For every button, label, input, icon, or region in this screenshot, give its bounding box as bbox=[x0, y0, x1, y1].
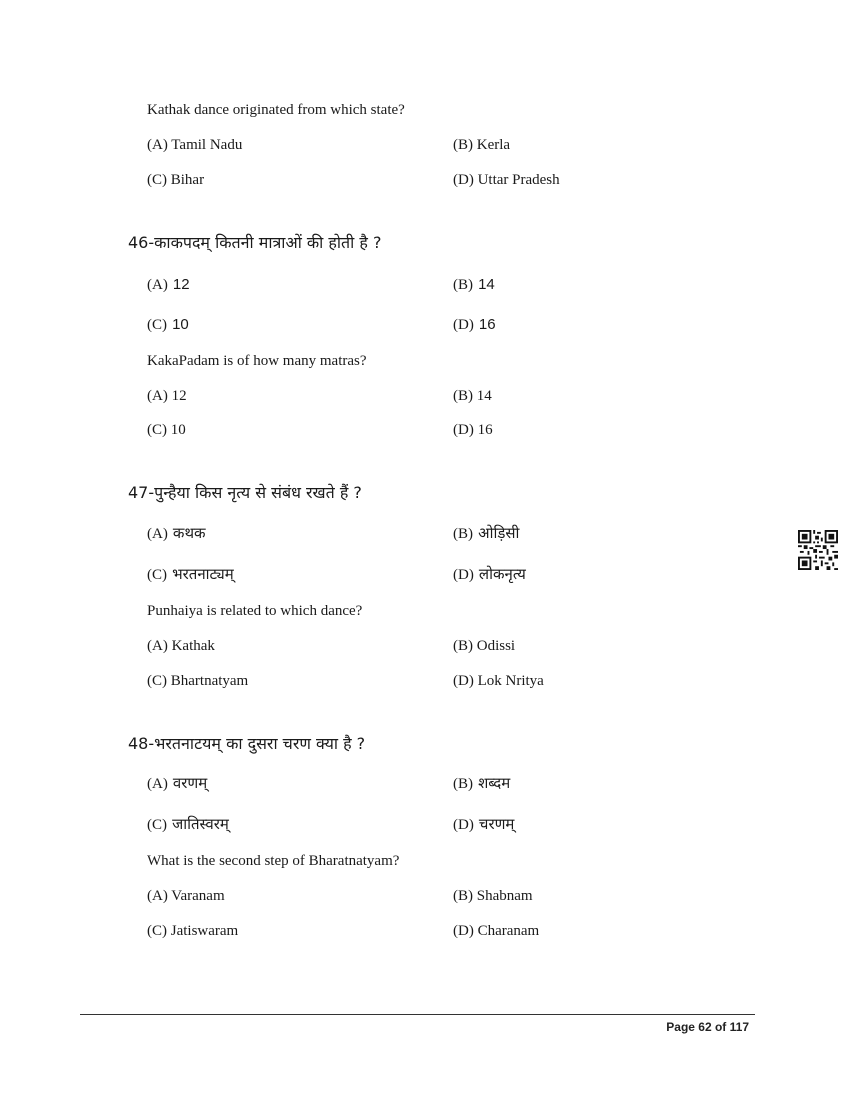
page-number: Page 62 of 117 bbox=[666, 1020, 749, 1034]
q47-option-d: (D) Lok Nritya bbox=[453, 673, 544, 689]
option-label: (D) bbox=[453, 567, 474, 583]
option-label: (A) bbox=[147, 277, 168, 293]
option-text: कथक bbox=[172, 524, 206, 542]
option-label: (D) bbox=[453, 317, 474, 333]
q48-option-c: (C) Jatiswaram bbox=[147, 923, 239, 939]
option-label: (A) bbox=[147, 776, 168, 792]
q47-option-b: (B) Odissi bbox=[453, 638, 516, 654]
q48-hindi-option-a bbox=[147, 773, 207, 793]
q47-hindi-option-a bbox=[147, 523, 206, 543]
q46-hindi-option-b bbox=[453, 274, 495, 294]
option-label: (C) bbox=[147, 317, 167, 333]
q47-option-c: (C) Bhartnatyam bbox=[147, 673, 249, 689]
option-text: चरणम् bbox=[478, 815, 515, 833]
q48-hindi-option-d bbox=[453, 814, 514, 834]
q48-hindi-question: 48-भरतनाटयम् का दुसरा चरण क्या है ? bbox=[128, 734, 366, 753]
q45-option-d: (D) Uttar Pradesh bbox=[453, 172, 560, 188]
q48-hindi-option-c bbox=[147, 814, 229, 834]
q48-option-b: (B) Shabnam bbox=[453, 888, 533, 904]
q47-hindi-option-b bbox=[453, 523, 519, 543]
option-label: (D) bbox=[453, 817, 474, 833]
q46-hindi-question: 46-काकपदम् कितनी मात्राओं की होती है ? bbox=[128, 233, 382, 252]
option-text: ओड़िसी bbox=[478, 524, 520, 542]
q47-hindi-option-d bbox=[453, 564, 526, 584]
q46-option-b: (B) 14 bbox=[453, 388, 492, 404]
option-label: (B) bbox=[453, 526, 473, 542]
option-label: (B) bbox=[453, 776, 473, 792]
q45-option-c: (C) Bihar bbox=[147, 172, 205, 188]
option-text: जातिस्वरम् bbox=[172, 815, 229, 833]
q45-english-question: Kathak dance originated from which state? bbox=[147, 102, 405, 118]
footer-divider bbox=[80, 1014, 755, 1015]
option-label: (C) bbox=[147, 817, 167, 833]
option-text: लोकनृत्य bbox=[478, 565, 526, 583]
q47-english-question: Punhaiya is related to which dance? bbox=[147, 603, 363, 619]
q46-option-d: (D) 16 bbox=[453, 422, 493, 438]
q46-option-a: (A) 12 bbox=[147, 388, 187, 404]
q48-english-question: What is the second step of Bharatnatyam? bbox=[147, 853, 400, 869]
option-text: शब्दम bbox=[478, 774, 511, 792]
option-text: 10 bbox=[172, 316, 189, 333]
option-text: वरणम् bbox=[172, 774, 208, 792]
q46-hindi-option-d bbox=[453, 314, 496, 334]
option-text: भरतनाट्यम् bbox=[172, 565, 234, 583]
q47-hindi-option-c bbox=[147, 564, 234, 584]
q46-hindi-option-c bbox=[147, 314, 189, 334]
q48-option-d: (D) Charanam bbox=[453, 923, 540, 939]
q46-option-c: (C) 10 bbox=[147, 422, 186, 438]
q45-option-a: (A) Tamil Nadu bbox=[147, 137, 243, 153]
q46-english-question: KakaPadam is of how many matras? bbox=[147, 353, 367, 369]
q48-hindi-option-b bbox=[453, 773, 510, 793]
option-text: 16 bbox=[478, 316, 496, 333]
q46-hindi-option-a bbox=[147, 274, 190, 294]
qr-code-icon bbox=[798, 530, 838, 570]
option-text: 12 bbox=[172, 276, 190, 293]
q48-option-a: (A) Varanam bbox=[147, 888, 225, 904]
q47-option-a: (A) Kathak bbox=[147, 638, 215, 654]
option-label: (A) bbox=[147, 526, 168, 542]
option-label: (C) bbox=[147, 567, 167, 583]
option-label: (B) bbox=[453, 277, 473, 293]
q45-option-b: (B) Kerla bbox=[453, 137, 511, 153]
q47-hindi-question: 47-पुन्हैया किस नृत्य से संबंध रखते हैं ? bbox=[128, 483, 362, 502]
option-text: 14 bbox=[478, 276, 495, 293]
